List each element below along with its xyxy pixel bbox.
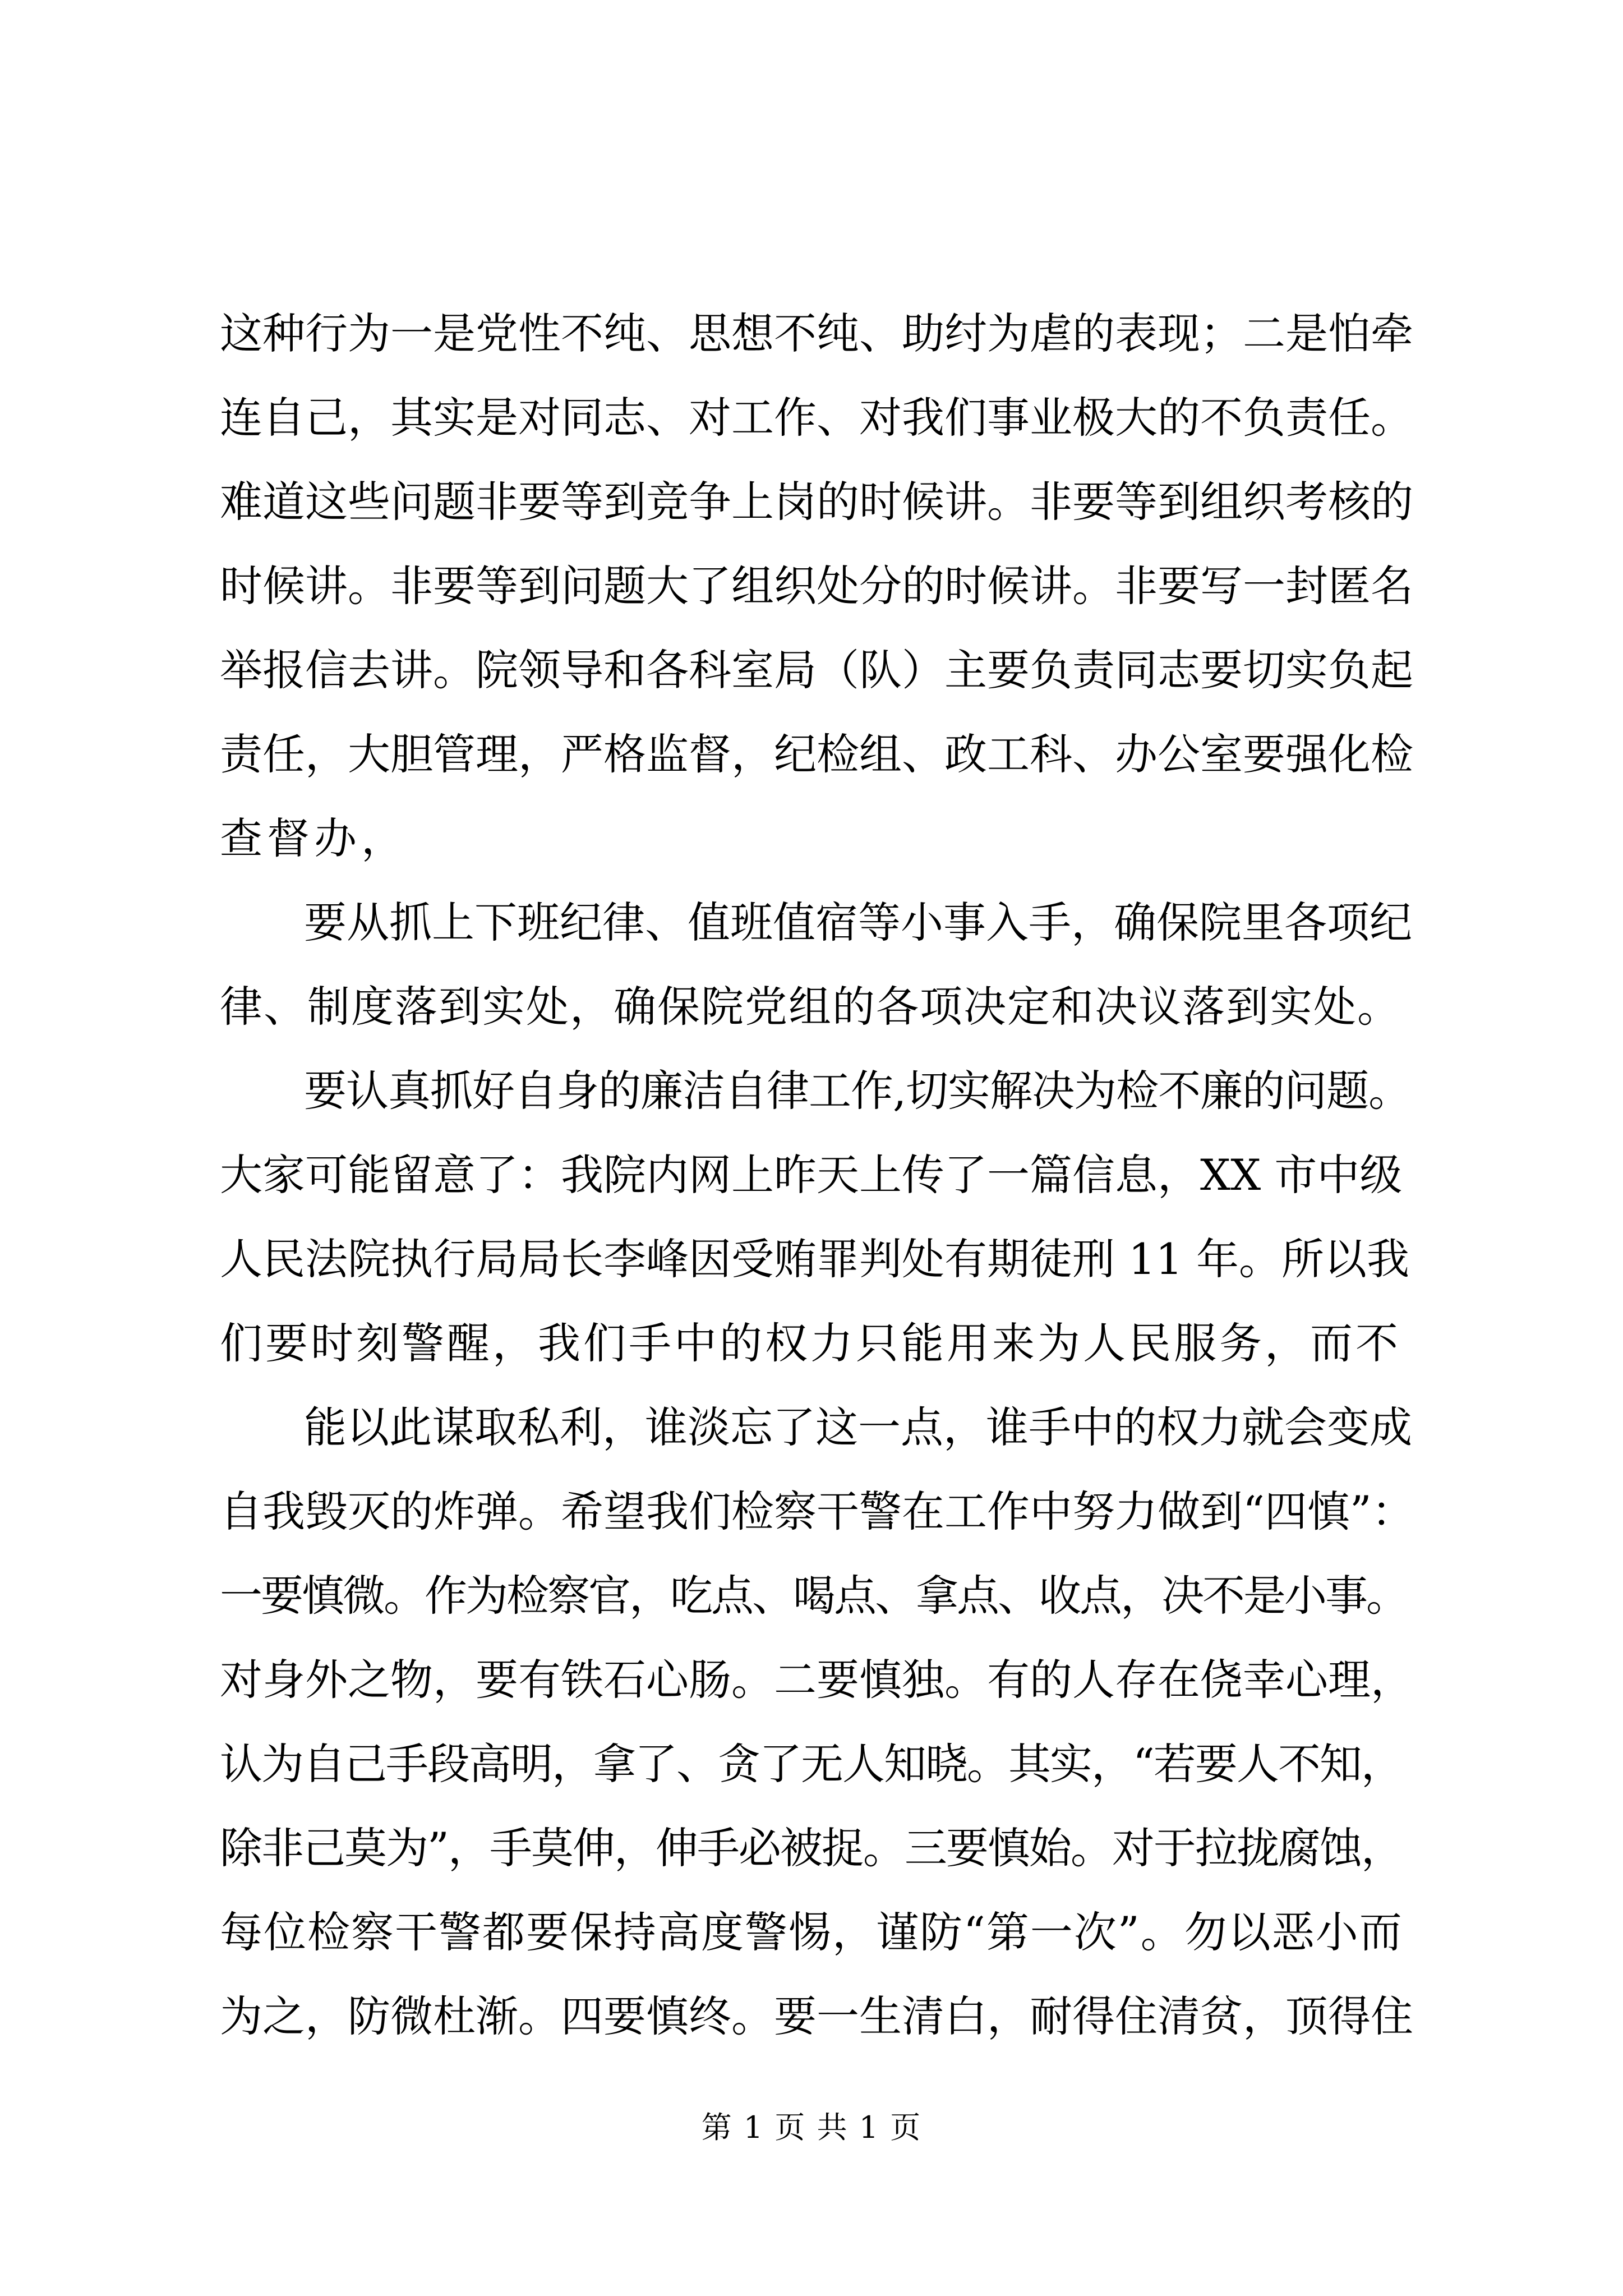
text-line: 大家可能留意了：我院内网上昨天上传了一篇信息，XX 市中级 <box>220 1150 1403 1200</box>
text-line: 举报信去讲。院领导和各科室局（队）主要负责同志要切实负起 <box>220 645 1413 695</box>
text-line: 对身外之物，要有铁石心肠。二要慎独。有的人存在侥幸心理， <box>220 1655 1413 1705</box>
text-line: 自我毁灭的炸弹。希望我们检察干警在工作中努力做到“四慎”： <box>220 1487 1414 1536</box>
paragraph-first-line: 要从抓上下班纪律、值班值宿等小事入手，确保院里各项纪 <box>304 898 1412 947</box>
text-line: 责任，大胆管理，严格监督，纪检组、政工科、办公室要强化检 <box>220 729 1413 779</box>
text-line: 这种行为一是党性不纯、思想不纯、助纣为虐的表现；二是怕牵 <box>220 309 1413 358</box>
text-line: 人民法院执行局局长李峰因受贿罪判处有期徒刑 11 年。所以我 <box>220 1234 1410 1284</box>
text-line: 认为自己手段高明，拿了、贪了无人知晓。其实，“若要人不知， <box>220 1739 1403 1789</box>
text-line: 一要慎微。作为检察官，吃点、喝点、拿点、收点，决不是小事。 <box>220 1571 1407 1621</box>
text-line: 除非己莫为”，手莫伸，伸手必被捉。三要慎始。对于拉拢腐蚀， <box>220 1823 1403 1873</box>
text-line: 们要时刻警醒，我们手中的权力只能用来为人民服务，而不 <box>220 1318 1401 1368</box>
paragraph-first-line: 要认真抓好自身的廉洁自律工作,切实解决为检不廉的问题。 <box>304 1066 1411 1116</box>
text-line: 时候讲。非要等到问题大了组织处分的时候讲。非要写一封匿名 <box>220 561 1413 611</box>
text-line: 每位检察干警都要保持高度警惕，谨防“第一次”。勿以恶小而 <box>220 1907 1403 1957</box>
text-line: 连自己，其实是对同志、对工作、对我们事业极大的不负责任。 <box>220 393 1413 443</box>
paragraph-first-line: 能以此谋取私利，谁淡忘了这一点，谁手中的权力就会变成 <box>304 1402 1412 1452</box>
text-line: 为之，防微杜渐。四要慎终。要一生清白，耐得住清贫，顶得住 <box>220 1991 1413 2041</box>
text-line: 查督办， <box>220 813 408 863</box>
text-line: 律、制度落到实处，确保院党组的各项决定和决议落到实处。 <box>220 982 1401 1032</box>
page-number-footer: 第 1 页 共 1 页 <box>701 2110 922 2145</box>
text-line: 难道这些问题非要等到竞争上岗的时候讲。非要等到组织考核的 <box>220 477 1413 527</box>
